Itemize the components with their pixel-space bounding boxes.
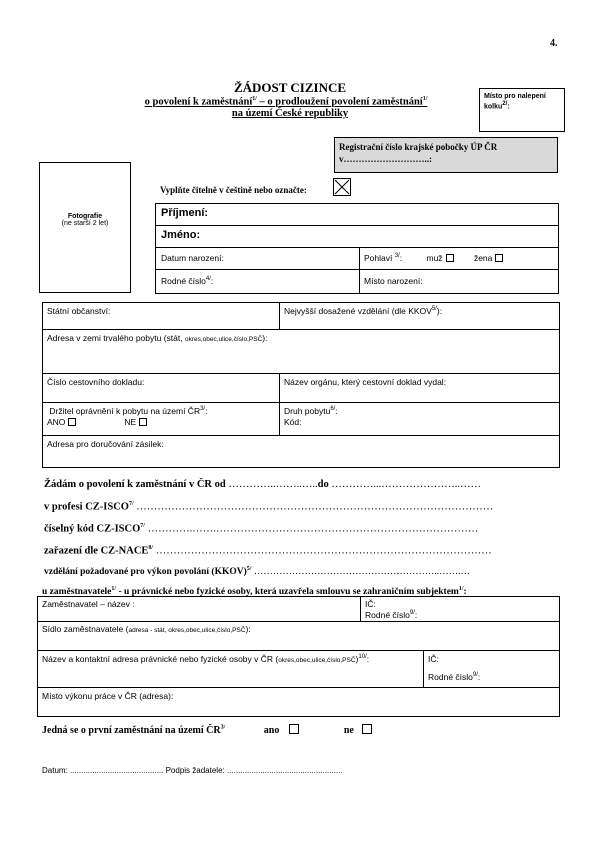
- stay-type-field[interactable]: Druh pobytu$^{6/}$: Kód:: [279, 402, 560, 436]
- profession-line[interactable]: v profesi $CZ-ISCO^{7/}$ …………………………………………………………………………………………: [44, 501, 494, 513]
- employer-seat-field[interactable]: Sídlo zaměstnavatele (adresa - stát, okres,obec,ulice,číslo,PSČ):: [37, 621, 560, 651]
- sex-male-checkbox[interactable]: [446, 254, 454, 262]
- cross-mark-icon: [334, 179, 350, 195]
- passport-number-field[interactable]: Číslo cestovního dokladu:: [42, 373, 280, 403]
- title-subtitle: o povolení k zaměstnání$^{1/}$ – o prodloužení povolení zaměstnání$^{1/}$: [144, 96, 428, 108]
- name-field[interactable]: Jméno:: [155, 225, 559, 248]
- stamp-box-label: Místo pro nalepení kolku$^{2/}$:: [484, 93, 546, 111]
- birth-place-field[interactable]: Místo narození:: [359, 269, 559, 294]
- registration-box: [334, 137, 558, 173]
- contact-address-field[interactable]: Název a kontaktní adresa právnické nebo fyzické osoby v ČR (okres,obec,ulice,číslo,PSČ)$^{10/}$:: [37, 650, 424, 688]
- surname-field[interactable]: Příjmení:: [155, 203, 559, 226]
- contact-id-field[interactable]: IČ: Rodné číslo$^{9/}$:: [423, 650, 560, 688]
- title-territory: na území České republiky: [231, 107, 349, 119]
- education-field[interactable]: Nejvyšší dosažené vzdělání (dle $KKOV^{5/}$):: [279, 302, 560, 330]
- photo-label: Fotografie: [67, 213, 103, 220]
- home-address-field[interactable]: Adresa v zemi trvalého pobytu (stát, okres,obec,ulice,číslo,PSČ):: [42, 329, 560, 374]
- stamp-box: [479, 88, 565, 132]
- title-main: ŽÁDOST CIZINCE: [233, 80, 347, 95]
- birth-number-field[interactable]: Rodné číslo$^{4/}$:: [155, 269, 360, 294]
- passport-authority-field[interactable]: Název orgánu, který cestovní doklad vydal:: [279, 373, 560, 403]
- first-employment-no-checkbox[interactable]: [362, 724, 372, 734]
- employer-name-field[interactable]: Zaměstnavatel – název :: [37, 596, 361, 622]
- citizenship-field[interactable]: Státní občanství:: [42, 302, 280, 330]
- request-period-line[interactable]: Žádám o povolení k zaměstnání v ČR od …………..……..…..do …………...…………………..……: [44, 479, 481, 490]
- nace-line[interactable]: zařazení dle $CZ-NACE^{8/}$ ……………………………………………………………………………………: [44, 545, 492, 557]
- isco-code-line[interactable]: číselný kód $CZ-ISCO^{7/}$ ………….…….…………………………………………………………………: [44, 523, 479, 535]
- birth-date-field[interactable]: Datum narození:: [155, 247, 360, 270]
- employer-heading: u zaměstnavatele$^{1/}$ - u právnické nebo fyzické osoby, která uzavřela smlouvu se zahraničním subjektem$^{1/}$:: [42, 586, 467, 598]
- date-field[interactable]: Datum: ..........................................: [42, 766, 164, 775]
- page-number: 4.: [550, 38, 558, 49]
- signature-line[interactable]: [42, 766, 343, 775]
- photo-note: (ne starší 2 let): [61, 220, 109, 227]
- residence-yes-checkbox[interactable]: [68, 418, 76, 426]
- photo-box: [39, 162, 131, 293]
- signature-field[interactable]: Podpis žadatele: ....................................................: [163, 766, 343, 775]
- registration-number-field[interactable]: v………………………..:: [339, 154, 432, 165]
- sex-field: Pohlaví $^{3/}$: muž žena: [359, 247, 559, 270]
- crossed-checkbox: [333, 178, 351, 196]
- registration-label: Registrační číslo krajské pobočky ÚP ČR: [339, 142, 498, 152]
- education-required-line[interactable]: vzdělání požadované pro výkon povolání (KKOV)$^{5/}$ …………………………………………………..…….…: [44, 566, 470, 578]
- page-title: [120, 80, 460, 119]
- first-employment-yes-checkbox[interactable]: [289, 724, 299, 734]
- employer-id-field[interactable]: IČ: Rodné číslo$^{9/}$:: [360, 596, 560, 622]
- residence-no-checkbox[interactable]: [139, 418, 147, 426]
- sex-female-checkbox[interactable]: [495, 254, 503, 262]
- workplace-field[interactable]: Místo výkonu práce v ČR (adresa):: [37, 687, 560, 717]
- delivery-address-field[interactable]: Adresa pro doručování zásilek:: [42, 435, 560, 468]
- residence-permit-field: Držitel oprávnění k pobytu na území $ČR^{3/}$: ANO NE: [42, 402, 280, 436]
- first-employment-line: Jedná se o první zaměstnání na území $ČR^{3/}$ ano ne: [42, 724, 372, 736]
- fill-instruction: Vyplňte čitelně v češtině nebo označte:: [160, 185, 307, 195]
